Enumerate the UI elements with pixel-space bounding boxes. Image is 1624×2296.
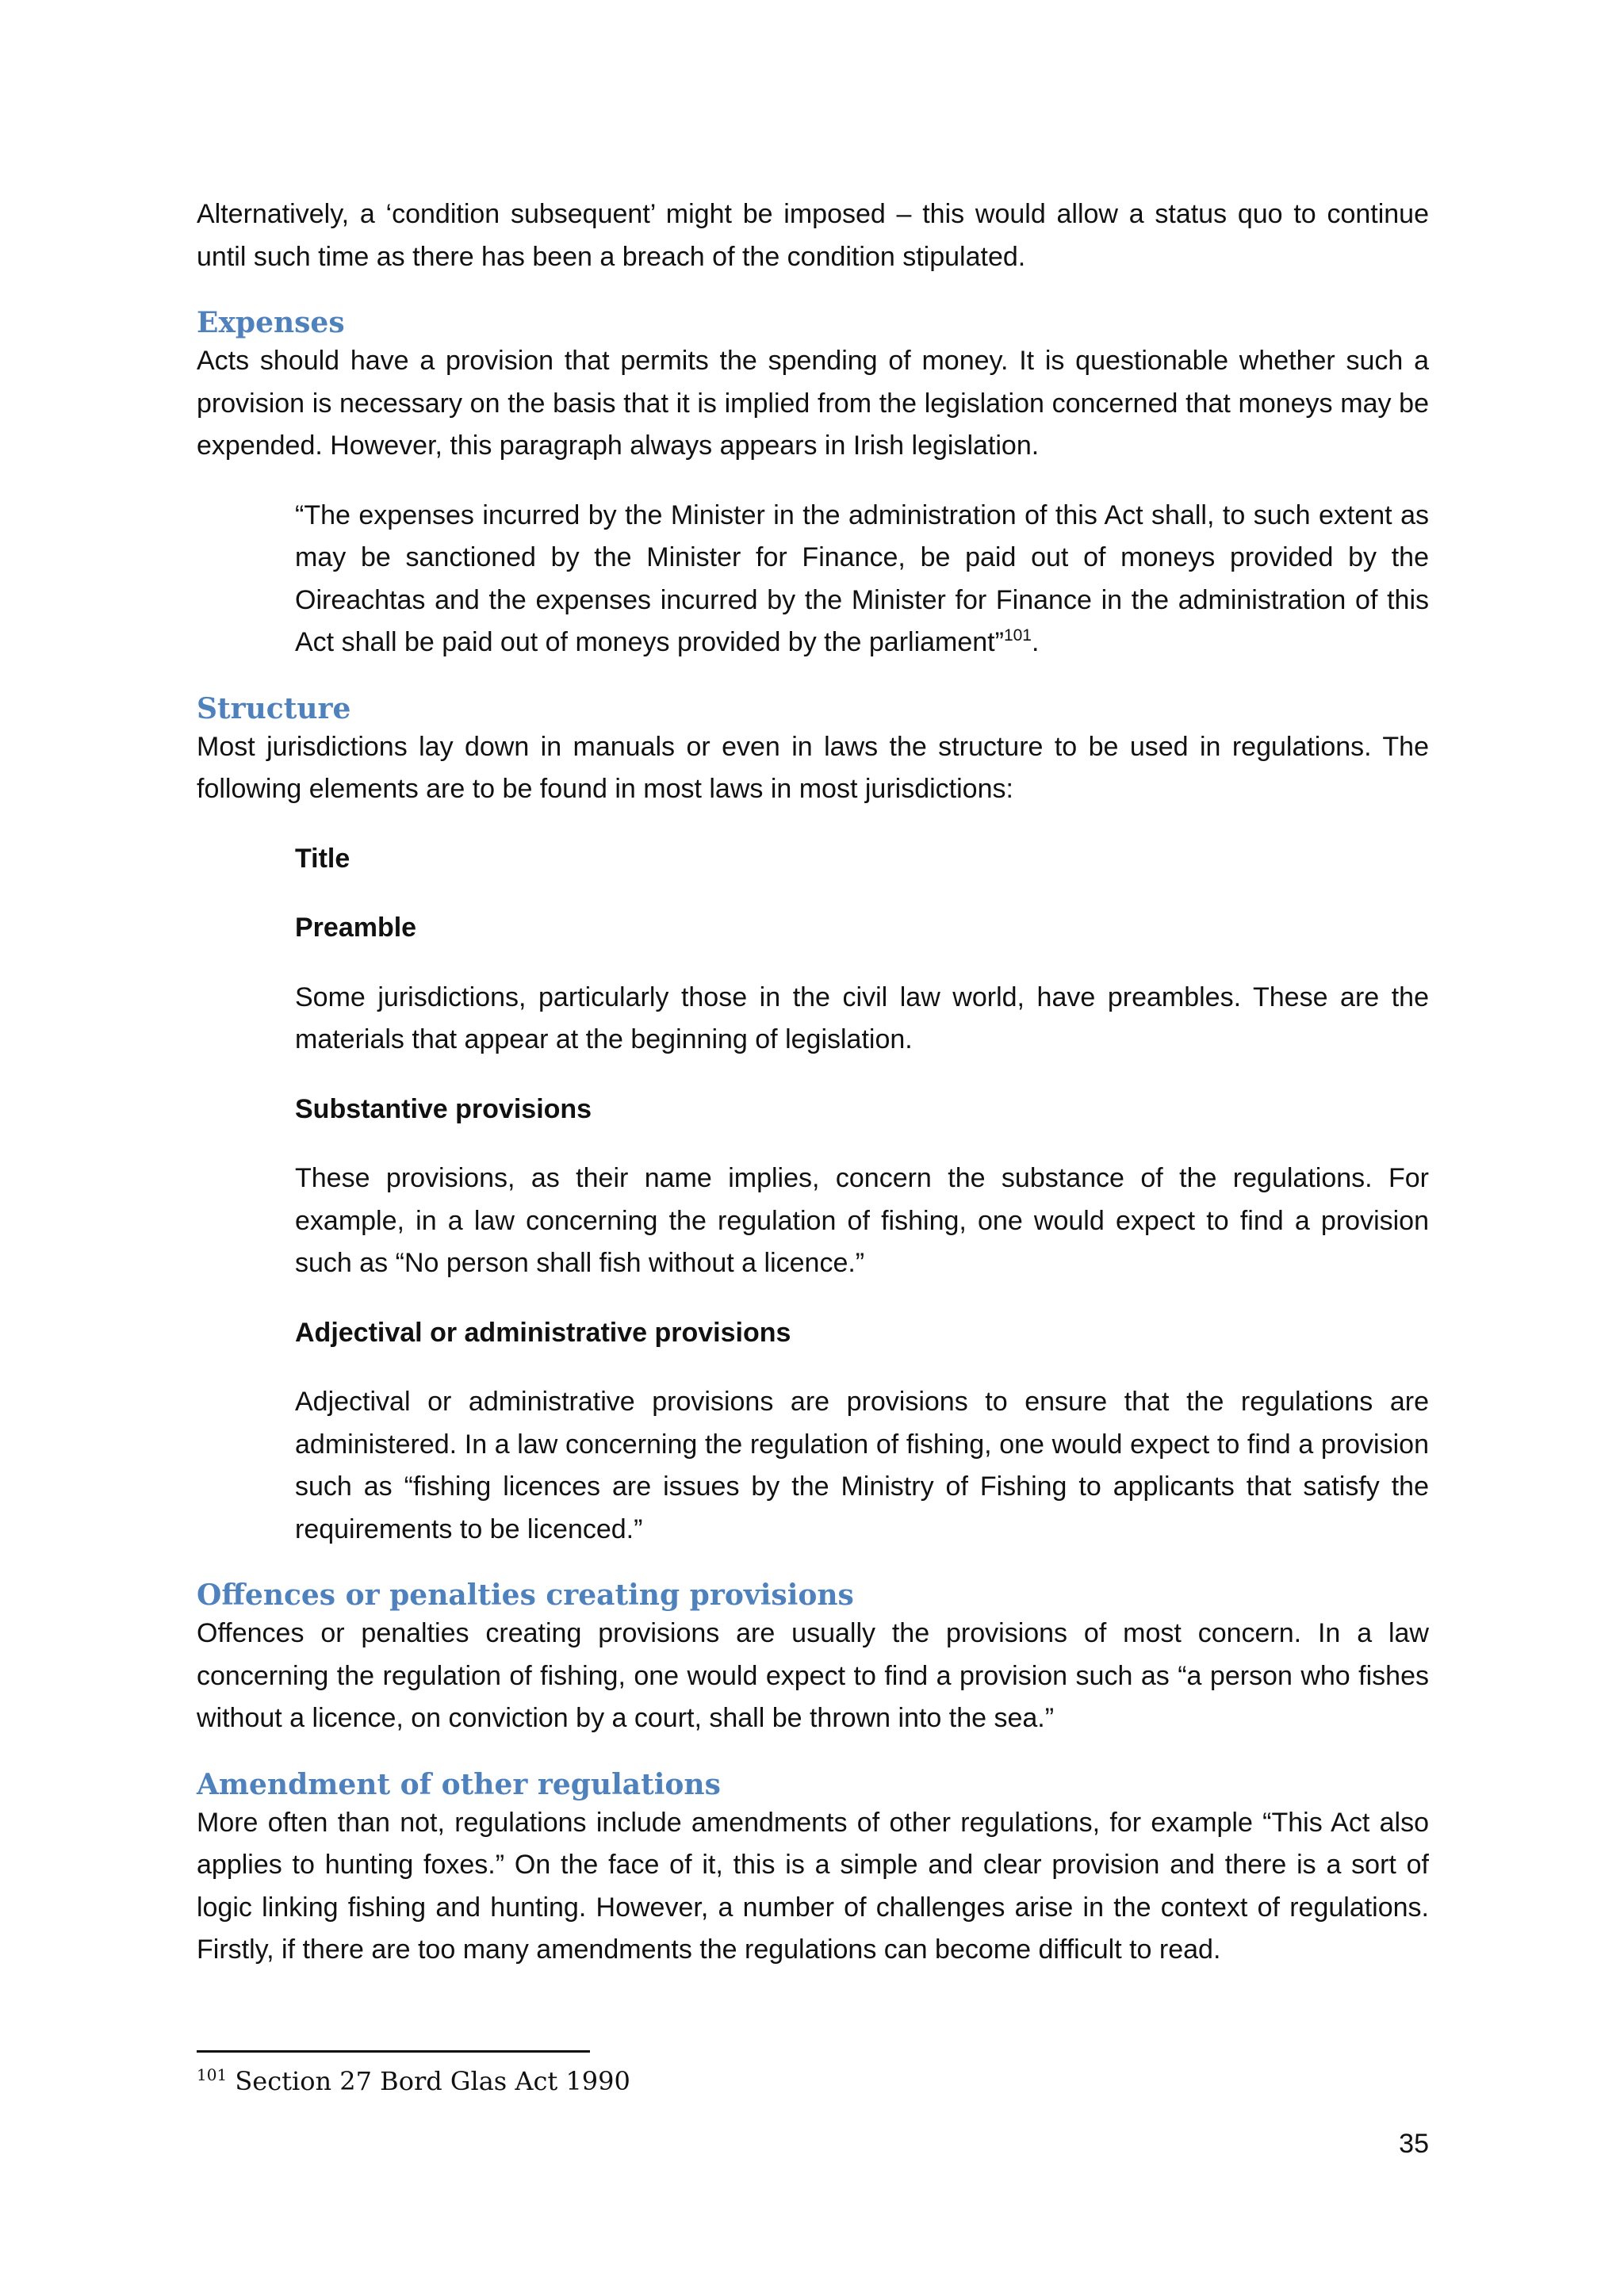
expenses-quote-end: . bbox=[1032, 627, 1040, 657]
offences-heading: Offences or penalties creating provisions bbox=[197, 1578, 854, 1612]
amendment-paragraph: More often than not, regulations include amendments of other regulations, for example “This Act also applies to hunting foxes.” On the face of it, this is a simple and clear provision and there is a sort of logic linking fishing and hunting. However, a number of challenges arise in the context of regulations. Firstly, if there are too many amendments the regulations can become difficult to read. bbox=[197, 1807, 1429, 1965]
offences-paragraph: Offences or penalties creating provisions are usually the provisions of most concern. In a law concerning the regulation of fishing, one would expect to find a provision such as “a person who fishes without a licence, on conviction by a court, shall be thrown into the sea.” bbox=[197, 1618, 1429, 1733]
adjectival-text: Adjectival or administrative provisions are provisions to ensure that the regulations are administered. In a law concerning the regulation of fishing, one would expect to find a provision such as “fishing licences are issues by the Ministry of Fishing to applicants that satisfy the requirements to be licenced.” bbox=[295, 1387, 1429, 1544]
expenses-heading: Expenses bbox=[197, 306, 345, 339]
footnote-text: Section 27 Bord Glas Act 1990 bbox=[227, 2066, 630, 2096]
substantive-text: These provisions, as their name implies, concern the substance of the regulations. For example, in a law concerning the regulation of fishing, one would expect to find a provision such as “No person shall fish without a licence.” bbox=[295, 1163, 1429, 1278]
structure-paragraph: Most jurisdictions lay down in manuals or even in laws the structure to be used in regulations. The following elements are to be found in most laws in most jurisdictions: bbox=[197, 731, 1429, 804]
adjectival-label: Adjectival or administrative provisions bbox=[295, 1317, 791, 1348]
preamble-label: Preamble bbox=[295, 913, 417, 943]
title-label: Title bbox=[295, 843, 350, 874]
footnote-reference[interactable]: 101 bbox=[1003, 626, 1032, 645]
amendment-heading: Amendment of other regulations bbox=[197, 1767, 721, 1801]
expenses-quote-text: “The expenses incurred by the Minister in the administration of this Act shall, to such extent as may be sanctioned by the Minister for Finance, be paid out of moneys provided by the Oireachtas and the expenses incurred by the Minister for Finance in the administration of this Act shall be paid out of moneys provided by the parliament” bbox=[295, 499, 1429, 657]
footnote-divider bbox=[197, 2050, 590, 2053]
substantive-label: Substantive provisions bbox=[295, 1093, 592, 1124]
footnote bbox=[197, 2064, 630, 2098]
structure-heading: Structure bbox=[197, 691, 351, 725]
expenses-quote bbox=[295, 495, 1429, 664]
preamble-text: Some jurisdictions, particularly those in the civil law world, have preambles. These are the materials that appear at the beginning of legislation. bbox=[295, 982, 1429, 1054]
footnote-number: 101 bbox=[197, 2065, 228, 2084]
intro-paragraph: Alternatively, a ‘condition subsequent’ might be imposed – this would allow a status quo to continue until such time as there has been a breach of the condition stipulated. bbox=[197, 199, 1429, 272]
page-number: 35 bbox=[1399, 2129, 1429, 2159]
page-body bbox=[197, 193, 1429, 1972]
expenses-paragraph: Acts should have a provision that permits the spending of money. It is questionable whether such a provision is necessary on the basis that it is implied from the legislation concerned that moneys may be expended. However, this paragraph always appears in Irish legislation. bbox=[197, 346, 1429, 461]
